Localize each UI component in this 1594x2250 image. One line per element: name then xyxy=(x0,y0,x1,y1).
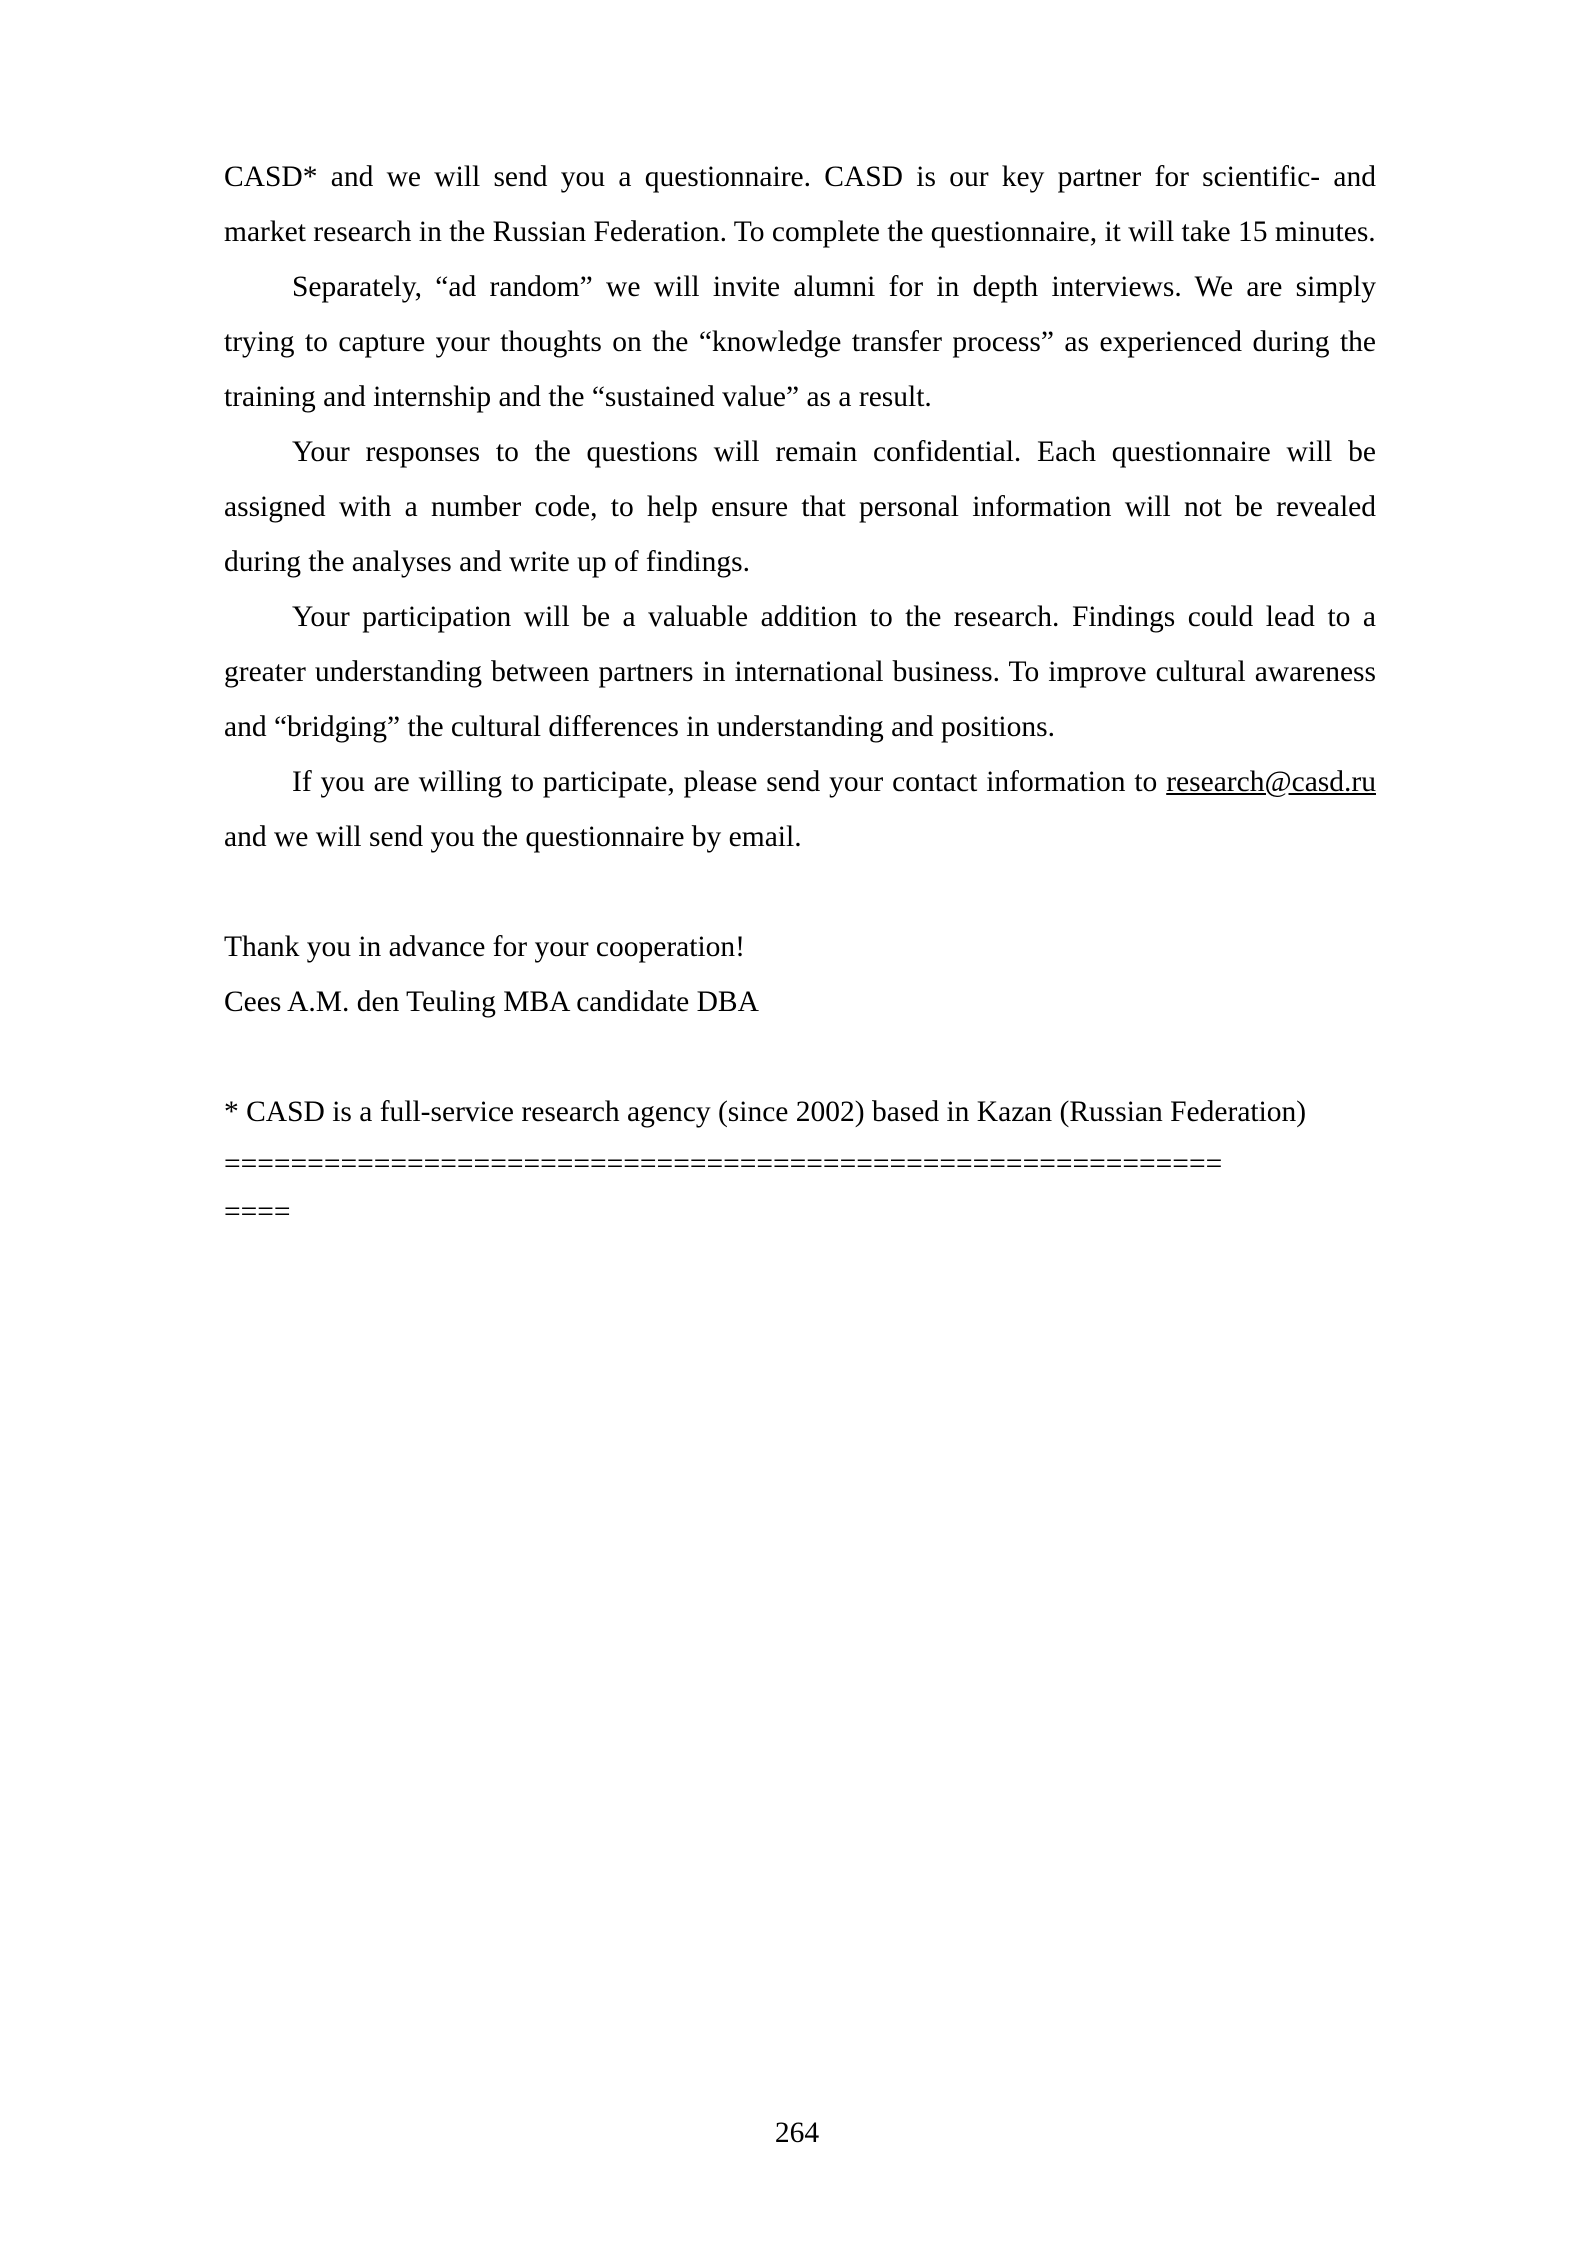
contact-paragraph xyxy=(224,755,1376,865)
paragraph-4: Your participation will be a valuable addition to the research. Findings could lead to a greater understanding between partners in international business. To improve cultural awareness and “bridging” the cultural differences in understanding and positions. xyxy=(224,601,1376,743)
contact-intro-text: If you are willing to participate, please send your contact information to xyxy=(292,766,1158,798)
paragraph-2: Separately, “ad random” we will invite alumni for in depth interviews. We are simply trying to capture your thoughts on the “knowledge transfer process” as experienced during the training and internship and the “sustained value” as a result. xyxy=(224,271,1376,413)
divider-line-1: ============================================================ xyxy=(224,1148,1223,1180)
spacer-after-contact xyxy=(224,865,1376,920)
paragraph-3: Your responses to the questions will remain confidential. Each questionnaire will be assigned with a number code, to help ensure that personal information will not be revealed during the analyses and write up of findings. xyxy=(224,436,1376,578)
spacer-before-footnote xyxy=(224,1030,1376,1085)
contact-tail-text: and we will send you the questionnaire by email. xyxy=(224,821,802,853)
footnote-text: * CASD is a full-service research agency (since 2002) based in Kazan (Russian Federation) xyxy=(224,1096,1307,1128)
paragraph-1: CASD* and we will send you a questionnaire. CASD is our key partner for scientific- and market research in the Russian Federation. To complete the questionnaire, it will take 15 minutes. xyxy=(224,161,1376,248)
divider-line-2: ==== xyxy=(224,1196,291,1228)
closing-thanks: Thank you in advance for your cooperation! xyxy=(224,931,745,963)
closing-signature: Cees A.M. den Teuling MBA candidate DBA xyxy=(224,986,759,1018)
page-number: 264 xyxy=(774,2117,820,2149)
email-link[interactable]: research@casd.ru xyxy=(1166,766,1376,798)
